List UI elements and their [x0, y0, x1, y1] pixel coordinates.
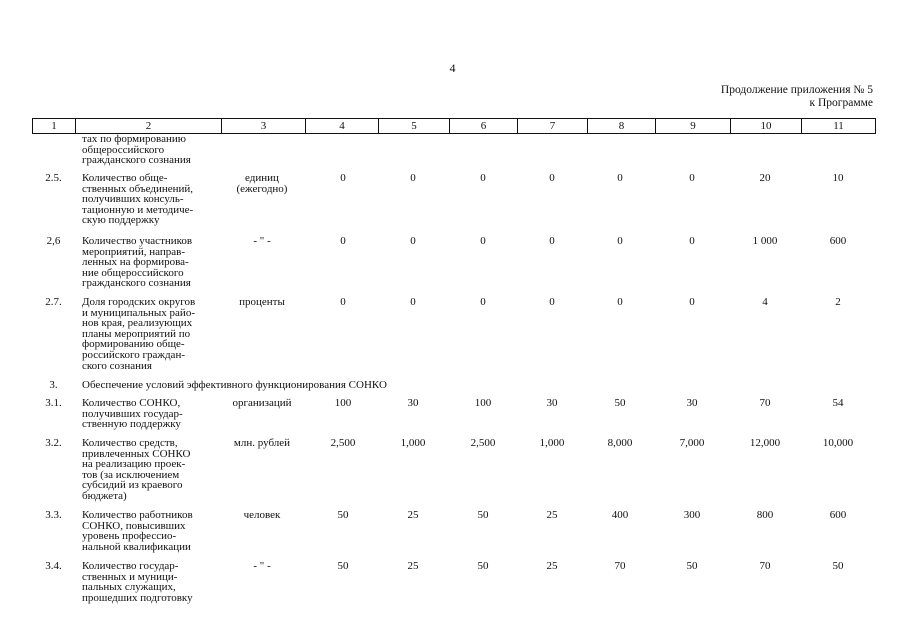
indicator-name: Количество обще- ственных объединений, получивших консуль- тационную и методиче- скую поддержку	[82, 172, 194, 227]
value-cell-col-7: 1,000	[539, 437, 565, 449]
value-cell-col-11: 10,000	[822, 437, 854, 449]
indicator-name: Количество государ- ственных и муници- пальных служащих, прошедших подготовку	[82, 560, 193, 604]
row-number: 2.5.	[45, 172, 62, 184]
value-cell-col-7: 0	[549, 235, 555, 247]
value-cell-col-7: 25	[546, 560, 558, 572]
value-cell-col-6: 50	[477, 560, 489, 572]
unit-of-measure: организаций	[232, 397, 292, 409]
value-cell-col-11: 600	[829, 509, 847, 521]
section-title: Обеспечение условий эффективного функционирования СОНКО	[82, 379, 387, 391]
unit-of-measure: человек	[243, 509, 281, 521]
value-cell-col-5: 1,000	[400, 437, 426, 449]
row-number: 3.4.	[45, 560, 62, 572]
value-cell-col-4: 0	[340, 296, 346, 308]
continuation-line-1: Продолжение приложения № 5	[720, 84, 873, 96]
value-cell-col-4: 0	[340, 172, 346, 184]
value-cell-col-6: 2,500	[470, 437, 496, 449]
row-number: 3.	[49, 379, 58, 391]
value-cell-col-5: 0	[410, 296, 416, 308]
value-cell-col-4: 2,500	[330, 437, 356, 449]
value-cell-col-11: 50	[832, 560, 844, 572]
row-number: 2,6	[46, 235, 61, 247]
value-cell-col-9: 50	[686, 560, 698, 572]
continuation-line-2: к Программе	[809, 96, 873, 109]
header-col-11: 11	[802, 119, 876, 134]
page-number: 4	[449, 61, 456, 75]
value-cell-col-6: 0	[480, 172, 486, 184]
value-cell-col-8: 50	[614, 397, 626, 409]
value-cell-col-10: 4	[762, 296, 768, 308]
value-cell-col-9: 0	[689, 235, 695, 247]
value-cell-col-11: 54	[832, 397, 844, 409]
value-cell-col-5: 25	[407, 509, 419, 521]
value-cell-col-5: 0	[410, 172, 416, 184]
value-cell-col-8: 70	[614, 560, 626, 572]
value-cell-col-10: 70	[759, 397, 771, 409]
unit-of-measure: проценты	[239, 296, 285, 308]
value-cell-col-8: 0	[617, 172, 623, 184]
value-cell-col-8: 400	[611, 509, 629, 521]
value-cell-col-10: 800	[756, 509, 774, 521]
value-cell-col-4: 50	[337, 560, 349, 572]
value-cell-col-10: 12,000	[749, 437, 781, 449]
value-cell-col-9: 0	[689, 296, 695, 308]
value-cell-col-6: 50	[477, 509, 489, 521]
indicator-name: Количество СОНКО, получивших государ- ственную поддержку	[82, 397, 183, 431]
unit-of-measure: - " -	[253, 235, 271, 247]
value-cell-col-4: 0	[340, 235, 346, 247]
value-cell-col-9: 7,000	[679, 437, 705, 449]
header-col-6: 6	[450, 119, 518, 134]
value-cell-col-10: 70	[759, 560, 771, 572]
carry-over-text: тах по формированию общероссийского гражданского сознания	[82, 133, 191, 167]
header-col-1: 1	[33, 119, 76, 134]
value-cell-col-5: 25	[407, 560, 419, 572]
value-cell-col-10: 1 000	[752, 235, 778, 247]
value-cell-col-6: 100	[474, 397, 492, 409]
value-cell-col-8: 8,000	[607, 437, 633, 449]
header-col-2: 2	[76, 119, 222, 134]
value-cell-col-7: 0	[549, 172, 555, 184]
value-cell-col-7: 25	[546, 509, 558, 521]
value-cell-col-9: 0	[689, 172, 695, 184]
value-cell-col-4: 100	[334, 397, 352, 409]
header-col-8: 8	[588, 119, 656, 134]
header-col-3: 3	[222, 119, 306, 134]
value-cell-col-6: 0	[480, 235, 486, 247]
value-cell-col-9: 30	[686, 397, 698, 409]
value-cell-col-4: 50	[337, 509, 349, 521]
value-cell-col-7: 0	[549, 296, 555, 308]
value-cell-col-9: 300	[683, 509, 701, 521]
header-col-7: 7	[518, 119, 588, 134]
value-cell-col-5: 0	[410, 235, 416, 247]
unit-of-measure: млн. рублей	[233, 437, 291, 449]
row-number: 3.3.	[45, 509, 62, 521]
indicator-name: Доля городских округов и муниципальных райо- нов края, реализующих планы мероприятий по формированию обще- российского граждан- ского сознания	[82, 296, 196, 372]
row-number: 3.2.	[45, 437, 62, 449]
value-cell-col-10: 20	[759, 172, 771, 184]
unit-of-measure: единиц (ежегодно)	[236, 172, 288, 195]
header-col-9: 9	[656, 119, 731, 134]
value-cell-col-11: 600	[829, 235, 847, 247]
value-cell-col-8: 0	[617, 296, 623, 308]
header-col-5: 5	[379, 119, 450, 134]
row-number: 3.1.	[45, 397, 62, 409]
unit-of-measure: - " -	[253, 560, 271, 572]
indicator-name: Количество работников СОНКО, повысивших уровень профессио- нальной квалификации	[82, 509, 193, 553]
value-cell-col-11: 10	[832, 172, 844, 184]
value-cell-col-5: 30	[407, 397, 419, 409]
value-cell-col-11: 2	[835, 296, 841, 308]
continuation-note	[721, 84, 873, 109]
indicator-name: Количество средств, привлеченных СОНКО на реализацию проек- тов (за исключением субсидий из краевого бюджета)	[82, 437, 191, 502]
header-col-4: 4	[306, 119, 379, 134]
value-cell-col-8: 0	[617, 235, 623, 247]
column-number-header	[32, 118, 876, 134]
header-col-10: 10	[731, 119, 802, 134]
row-number: 2.7.	[45, 296, 62, 308]
value-cell-col-7: 30	[546, 397, 558, 409]
value-cell-col-6: 0	[480, 296, 486, 308]
indicator-name: Количество участников мероприятий, направ- ленных на формирова- ние общероссийского гражданского сознания	[82, 235, 193, 290]
